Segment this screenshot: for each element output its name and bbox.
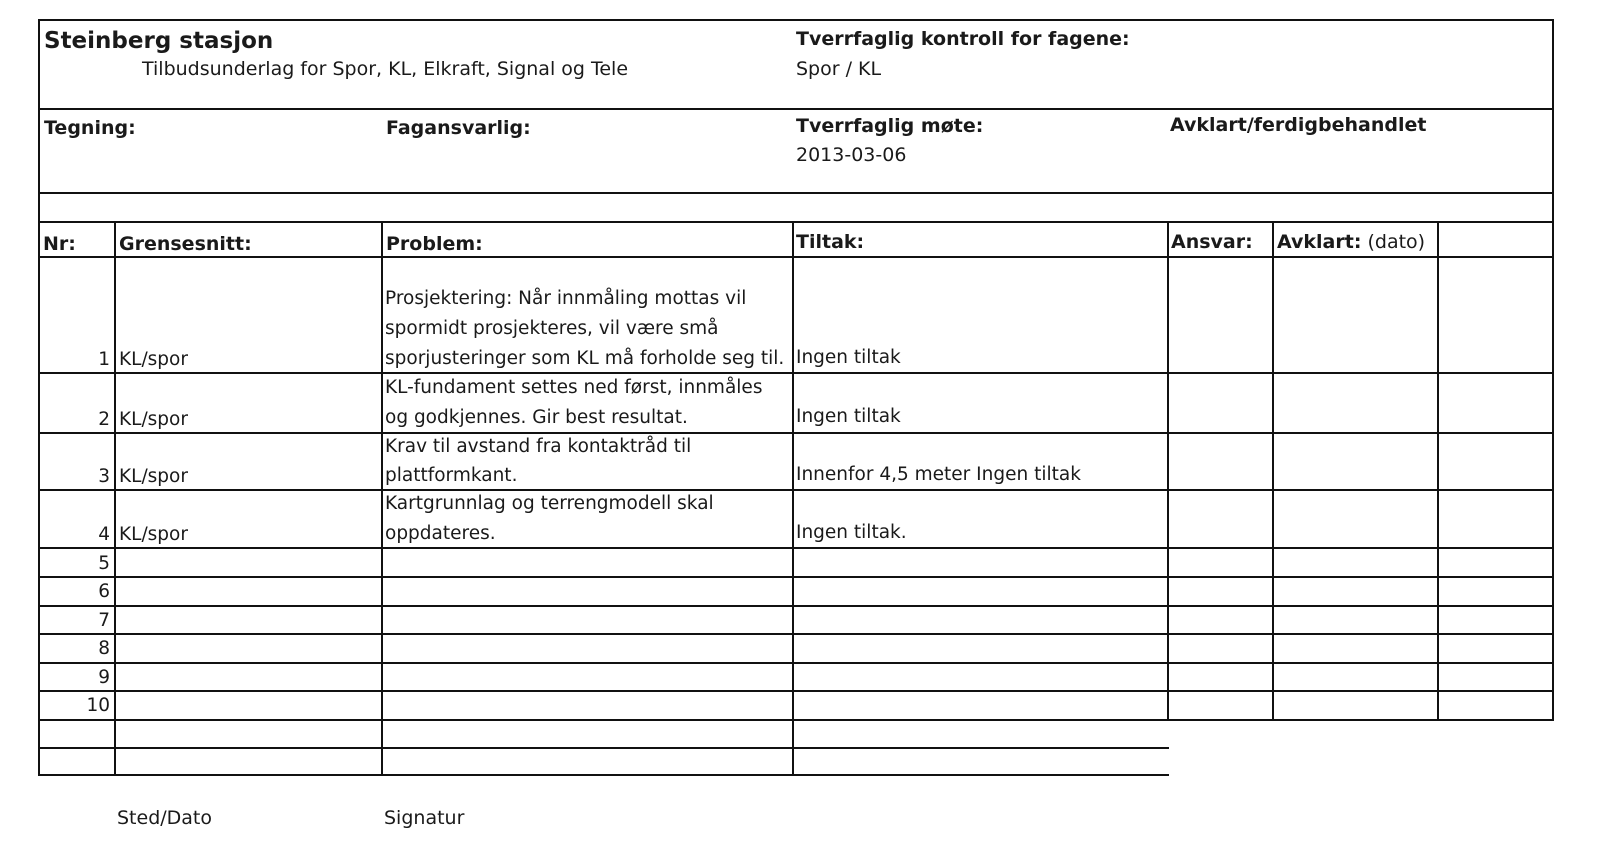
table-row-interface: KL/spor: [119, 349, 188, 370]
meeting-date: 2013-03-06: [796, 144, 907, 166]
header-responsible: Ansvar:: [1171, 231, 1253, 253]
table-row-nr: 10: [86, 695, 110, 716]
col-line-3: [792, 221, 794, 776]
table-row-nr: 2: [98, 409, 110, 430]
col-line-4: [1167, 221, 1169, 721]
table-row-problem-line: Kartgrunnlag og terrengmodell skal: [385, 493, 714, 514]
header-resolved-rest: (dato): [1361, 231, 1426, 253]
resolved-label: Avklart/ferdigbehandlet: [1170, 114, 1427, 136]
table-row-problem-line: Prosjektering: Når innmåling mottas vil: [385, 288, 747, 309]
col-line-1: [114, 221, 116, 776]
control-label: Tverrfaglig kontroll for fagene:: [796, 28, 1130, 50]
table-row-problem-line: plattformkant.: [385, 465, 518, 486]
col-line-5: [1272, 221, 1274, 721]
border-right: [1552, 19, 1554, 721]
table-row-action: Ingen tiltak: [796, 347, 901, 368]
page-subtitle: Tilbudsunderlag for Spor, KL, Elkraft, Signal og Tele: [142, 58, 629, 80]
row-line-8: [38, 662, 1554, 664]
row-line-2: [38, 432, 1554, 434]
border-left-table: [38, 221, 40, 776]
table-row-nr: 3: [98, 466, 110, 487]
table-row-problem-line: spormidt prosjekteres, vil være små: [385, 318, 719, 339]
header-nr: Nr:: [43, 233, 76, 255]
table-row-nr: 9: [98, 667, 110, 688]
header-resolved-bold: Avklart:: [1277, 231, 1362, 253]
row-line-11: [38, 747, 1169, 749]
meeting-label: Tverrfaglig møte:: [796, 115, 984, 137]
table-row-problem-line: oppdateres.: [385, 523, 496, 544]
col-line-2: [381, 221, 383, 776]
table-row-nr: 5: [98, 553, 110, 574]
row-line-5: [38, 576, 1554, 578]
info-divider: [38, 192, 1554, 194]
table-row-action: Innenfor 4,5 meter Ingen tiltak: [796, 464, 1081, 485]
page-title: Steinberg stasjon: [44, 28, 274, 54]
table-top-line: [38, 221, 1554, 223]
control-value: Spor / KL: [796, 58, 882, 80]
table-row-problem-line: og godkjennes. Gir best resultat.: [385, 407, 688, 428]
header-problem: Problem:: [386, 233, 483, 255]
row-line-9: [38, 690, 1554, 692]
table-row-nr: 1: [98, 349, 110, 370]
place-date-label: Sted/Dato: [117, 807, 213, 829]
signature-label: Signatur: [384, 807, 465, 829]
table-row-nr: 7: [98, 610, 110, 631]
responsible-label: Fagansvarlig:: [386, 117, 531, 139]
drawing-label: Tegning:: [44, 117, 136, 139]
row-line-6: [38, 605, 1554, 607]
table-row-nr: 8: [98, 638, 110, 659]
table-row-nr: 4: [98, 524, 110, 545]
header-interface: Grensesnitt:: [119, 233, 252, 255]
row-line-10: [38, 719, 1554, 721]
col-line-6: [1437, 221, 1439, 721]
header-divider: [38, 108, 1554, 110]
header-resolved: [1277, 233, 1425, 252]
table-row-action: Ingen tiltak: [796, 406, 901, 427]
table-row-problem-line: KL-fundament settes ned først, innmåles: [385, 377, 763, 398]
row-line-7: [38, 633, 1554, 635]
table-bottom-line: [38, 774, 1169, 776]
table-row-problem-line: sporjusteringer som KL må forholde seg til.: [385, 348, 785, 369]
header-row-bottom: [38, 256, 1554, 258]
table-row-interface: KL/spor: [119, 466, 188, 487]
border-top: [38, 19, 1554, 21]
header-action: Tiltak:: [796, 231, 865, 253]
table-row-interface: KL/spor: [119, 524, 188, 545]
table-row-problem-line: Krav til avstand fra kontaktråd til: [385, 436, 692, 457]
table-row-action: Ingen tiltak.: [796, 522, 907, 543]
table-row-nr: 6: [98, 581, 110, 602]
table-row-interface: KL/spor: [119, 409, 188, 430]
